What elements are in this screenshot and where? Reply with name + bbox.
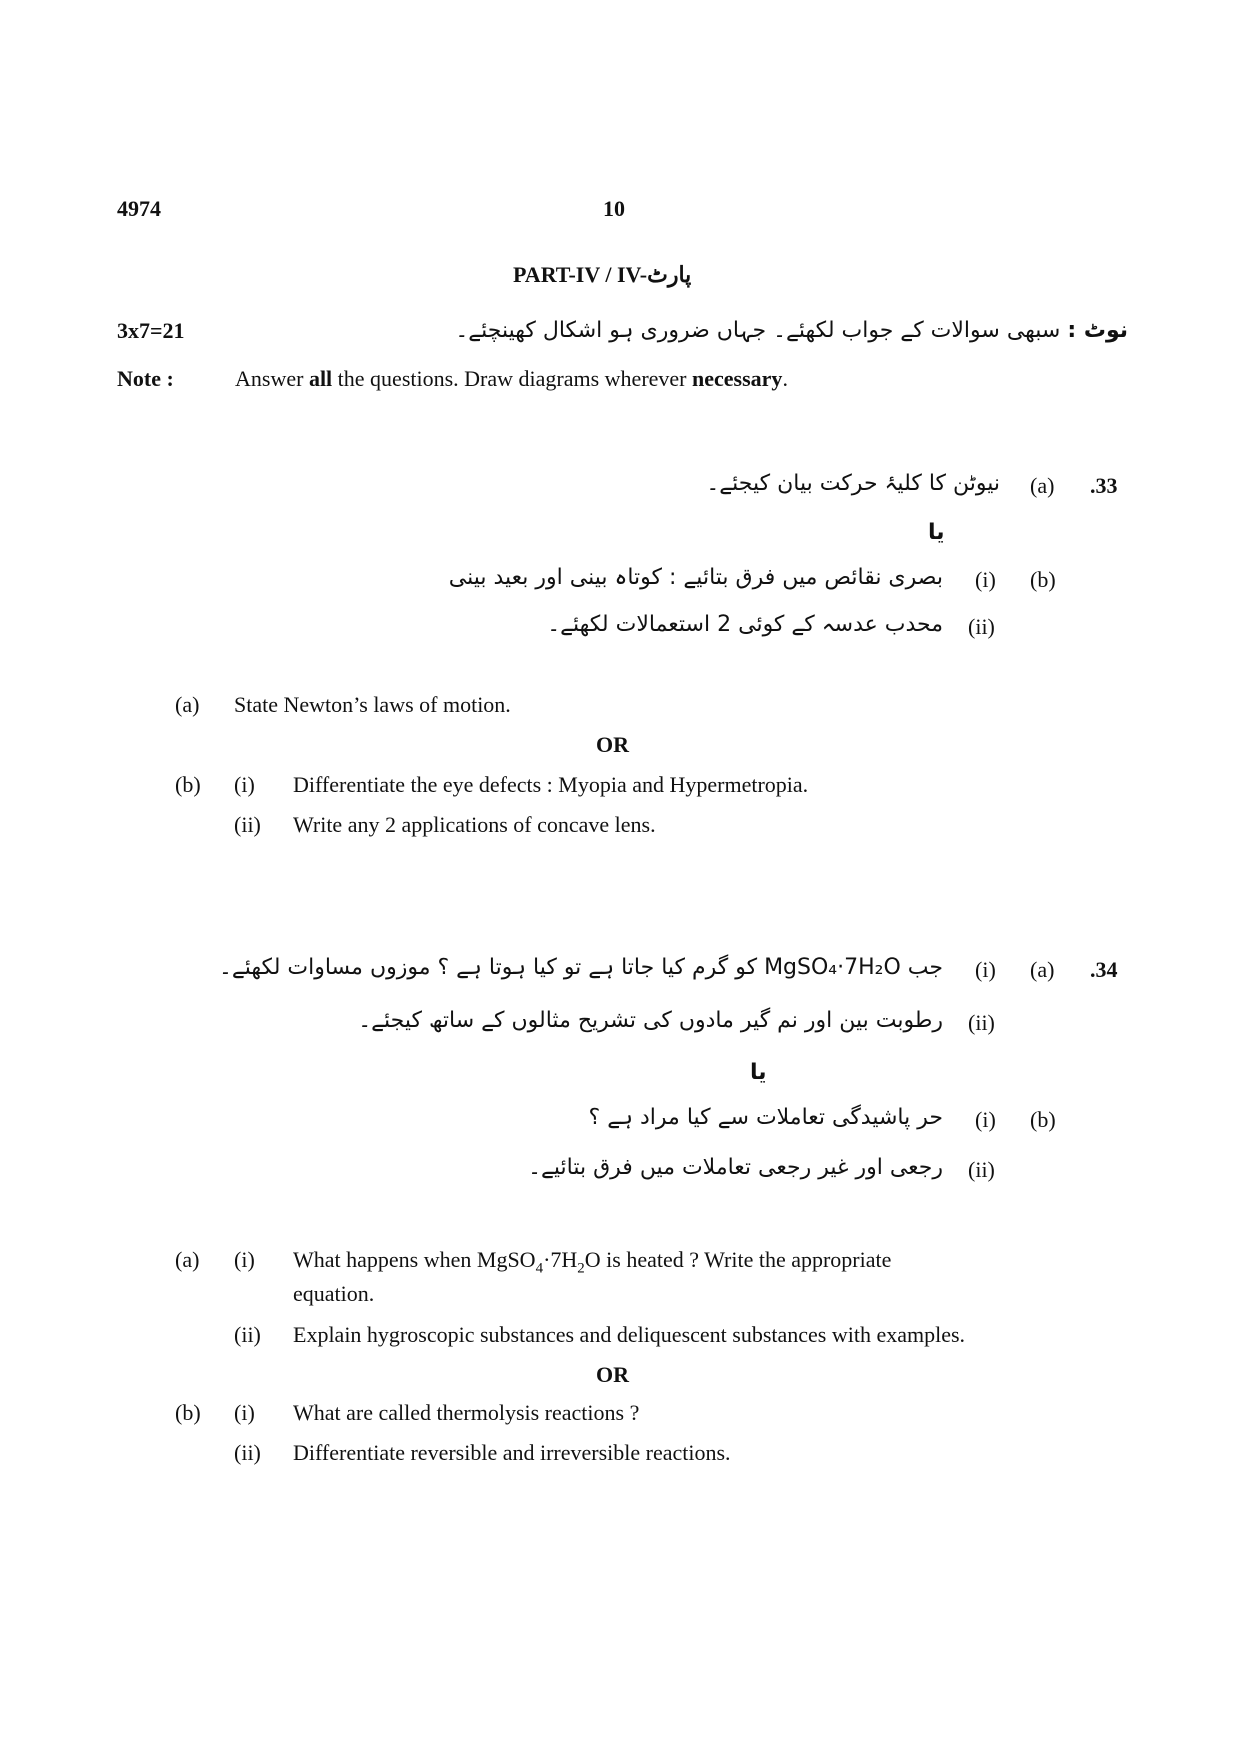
q34-en-a-i-text-2: ·7H [543,1247,578,1272]
q34-urdu-b-ii-label: (ii) [968,1157,995,1182]
note-urdu [328,318,1128,343]
q33-number: .33 [1090,473,1118,498]
q33-en-b-label: (b) [175,772,201,797]
q34-en-b-ii-text: Differentiate reversible and irreversible reactions. [293,1440,731,1465]
q34-en-a-i-text-1: What happens when MgSO [293,1247,536,1272]
q34-urdu-b-i-label: (i) [975,1107,996,1132]
q34-en-a-i-text [293,1247,891,1277]
q34-urdu-b-i-text: حر پاشیدگی تعاملات سے کیا مراد ہے ؟ [588,1105,943,1130]
q33-urdu-b-label: (b) [1030,567,1056,592]
q33-en-b-i-text: Differentiate the eye defects : Myopia and Hypermetropia. [293,772,809,797]
q33-urdu-b-i-text: بصری نقائص میں فرق بتائیے : کوتاہ بینی اور بعید بینی [448,565,943,590]
paper-code: 4974 [117,196,161,221]
q33-en-or: OR [596,732,629,757]
note-label: Note : [117,366,174,391]
q34-en-b-ii-label: (ii) [234,1440,261,1465]
note-text-b: the questions. Draw diagrams wherever [332,366,693,391]
page-number: 10 [603,196,625,221]
q34-en-subscript-4: 4 [535,1260,544,1277]
q34-en-or: OR [596,1362,629,1387]
q34-urdu-a-ii-label: (ii) [968,1010,995,1035]
q34-urdu-a-i-text: جب MgSO₄·7H₂O کو گرم کیا جاتا ہے تو کیا ہوتا ہے ؟ موزوں مساوات لکھئے۔ [218,955,943,980]
q34-number: .34 [1090,957,1118,982]
note-text-c: . [782,366,788,391]
q34-urdu-a-i-label: (i) [975,957,996,982]
note-urdu-label: نوٹ : [1067,318,1128,343]
q34-urdu-b-ii-text: رجعی اور غیر رجعی تعاملات میں فرق بتائیے۔ [528,1155,943,1180]
q34-urdu-a-label: (a) [1030,957,1055,982]
q34-urdu-a-ii-text: رطوبت بین اور نم گیر مادوں کی تشریح مثالوں کے ساتھ کیجئے۔ [358,1008,943,1033]
q33-urdu-b-ii-label: (ii) [968,614,995,639]
q34-en-a-i-text-3: O is heated ? Write the appropriate [584,1247,892,1272]
q34-en-a-ii-text: Explain hygroscopic substances and deliquescent substances with examples. [293,1322,966,1347]
note-text-bold-all: all [308,366,333,391]
q34-en-a-i-label: (i) [234,1247,255,1272]
q33-en-b-i-label: (i) [234,772,255,797]
q33-en-b-ii-label: (ii) [234,812,261,837]
q34-en-b-i-text: What are called thermolysis reactions ? [293,1400,640,1425]
part-title: PART-IV / IV-پارٹ [513,262,692,287]
q33-urdu-or: یا [928,520,945,545]
q33-urdu-b-ii-text: محدب عدسہ کے کوئی 2 استعمالات لکھئے۔ [547,612,943,637]
note-urdu-text: سبھی سوالات کے جواب لکھئے۔ جہاں ضروری ہو اشکال کھینچئے۔ [455,318,1061,343]
q34-en-a-i-text-cont: equation. [293,1281,375,1306]
q34-en-a-ii-label: (ii) [234,1322,261,1347]
note-text-a: Answer [235,366,309,391]
q34-en-b-i-label: (i) [234,1400,255,1425]
q33-en-a-text: State Newton’s laws of motion. [234,692,511,717]
q34-en-a-label: (a) [175,1247,200,1272]
q33-en-a-label: (a) [175,692,200,717]
q33-urdu-b-i-label: (i) [975,567,996,592]
note-text-bold-necessary: necessary [692,366,783,391]
q33-urdu-a-label: (a) [1030,473,1055,498]
q34-en-b-label: (b) [175,1400,201,1425]
marks: 3x7=21 [117,318,185,343]
q33-urdu-a-text: نیوٹن کا کلیۂ حرکت بیان کیجئے۔ [706,471,1000,496]
q33-en-b-ii-text: Write any 2 applications of concave lens. [293,812,656,837]
q34-en-subscript-2: 2 [577,1260,585,1277]
q34-urdu-b-label: (b) [1030,1107,1056,1132]
q34-urdu-or: یا [750,1060,767,1085]
note-text [235,366,788,392]
